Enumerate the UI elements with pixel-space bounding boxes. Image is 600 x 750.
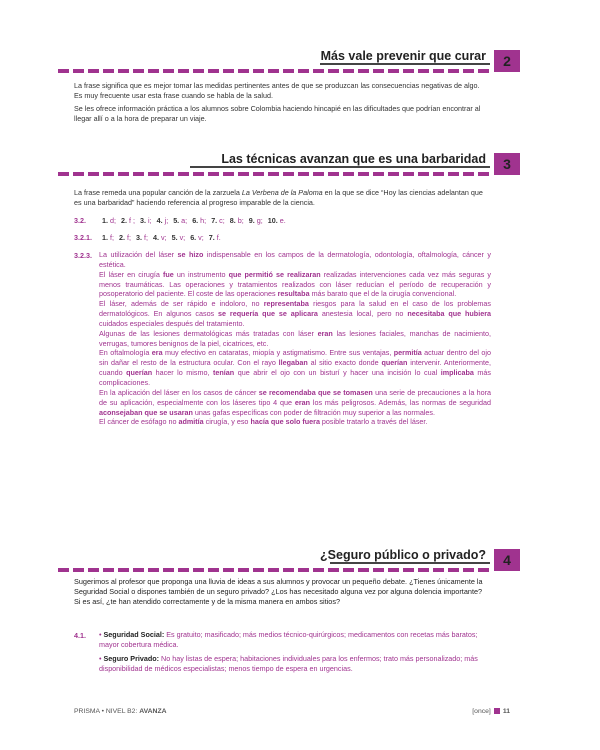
answer-item: 4. j; — [156, 216, 169, 225]
answer-item: 2. f; — [119, 233, 131, 242]
footer-page-info: [once] 11 — [472, 708, 510, 715]
dashed-divider — [58, 69, 490, 73]
answer-item: 5. v; — [171, 233, 186, 242]
exercise-4-1-label: 4.1. — [74, 631, 86, 640]
title-underline — [320, 63, 490, 65]
square-icon — [494, 708, 500, 714]
exercise-4-1-list — [99, 630, 494, 678]
dashed-divider — [58, 172, 490, 176]
answer-item: 1. d; — [102, 216, 116, 225]
answer-item: 7. f. — [208, 233, 221, 242]
dashed-divider — [58, 568, 490, 572]
list-item: • Seguro Privado: No hay listas de espera; habitaciones individuales para los enfermos; trato más personalizado; más disponibilidad de médicos especialistas; menos tiempo de espera en urgencias. — [99, 653, 478, 673]
section-4-intro: Sugerimos al profesor que proponga una lluvia de ideas a sus alumnos y provocar un pequeño debate. ¿Tienes únicamente la Seguridad Social o dispones también de un seguro privado? ¿Los has necesitado alguna vez por alguna dolencia importante? Si es así, ¿te han atendido correctamente y de la misma manera en ambos sitios? — [74, 577, 483, 606]
answer-paragraph: El cáncer de esófago no admitía cirugía, y eso hacía que solo fuera posible tratarlo a través del láser. — [99, 417, 428, 427]
footer-book-title: PRISMA • NIVEL B2: AVANZA — [74, 708, 167, 715]
answer-item: 2. f ; — [121, 216, 135, 225]
answer-item: 3. i; — [140, 216, 152, 225]
answer-item: 4. v; — [153, 233, 167, 242]
answer-paragraph: Algunas de las lesiones dermatológicas más tratadas con láser eran las lesiones faciales, manchas de nacimiento, verrugas, tumores benignos de la piel, cicatrices, etc. — [99, 328, 491, 348]
exercise-3-2-3-label: 3.2.3. — [74, 251, 92, 260]
answer-item: 1. f; — [102, 233, 114, 242]
list-item: • Seguridad Social: Es gratuito; masificado; más medios técnico-quirúrgicos; medicamentos con recetas más baratos; mayor cobertura médica. — [99, 630, 478, 649]
section-title-4: ¿Seguro público o privado? — [320, 548, 486, 562]
title-underline — [190, 166, 490, 168]
zarzuela-title: La Verbena de la Paloma — [241, 188, 323, 197]
section-title-2: Más vale prevenir que curar — [320, 49, 486, 63]
exercise-3-2-1 — [74, 233, 504, 243]
exercise-label: 3.2.1. — [74, 233, 92, 242]
answer-item: 8. b; — [229, 216, 244, 225]
answer-item: 9. g; — [248, 216, 263, 225]
section-2-paragraph-2: Se les ofrece información práctica a los alumnos sobre Colombia haciendo hincapié en las dificultades que podrían encontrar al llegar allí o a la hora de preparar un viaje. — [74, 104, 481, 123]
answer-paragraph: El láser, además de ser rápido e indoloro, no representaba riesgos para la salud en el caso de los problemas dermatológicos. En algunos casos se requería que se aplicara anestesia local, pero no necesitaba que hubiera cuidados especiales después del tratamiento. — [99, 299, 491, 328]
section-header-3 — [58, 147, 520, 187]
answer-item: 10. e. — [267, 216, 286, 225]
section-number-badge-4: 4 — [494, 549, 520, 571]
answer-paragraph: El láser en cirugía fue un instrumento que permitió se realizaran realizadas intervenciones cada vez más seguras y menos traumáticas. Las operaciones y tratamientos realizados con láser reducían el período de recuperación y posoperatorio del paciente. El coste de las operaciones resultaba más barato que el de la cirugía convencional. — [99, 269, 491, 299]
section-title-3: Las técnicas avanzan que es una barbaridad — [221, 152, 486, 166]
exercise-3-2-3-text — [99, 250, 491, 427]
title-underline — [330, 562, 490, 564]
answer-item: 3. f; — [136, 233, 148, 242]
answer-item: 5. a; — [173, 216, 188, 225]
section-number-badge-2: 2 — [494, 50, 520, 72]
section-header-2 — [58, 44, 520, 84]
page-footer — [74, 708, 510, 715]
section-number-badge-3: 3 — [494, 153, 520, 175]
answer-item: 6. h; — [192, 216, 207, 225]
answer-item: 6. v; — [190, 233, 204, 242]
exercise-3-2 — [74, 216, 504, 226]
page-number: 11 — [502, 708, 510, 715]
section-3-intro: La frase remeda una popular canción de la zarzuela La Verbena de la Paloma en la que se dice “Hoy las ciencias adelantan que es una barbaridad” haciendo referencia al progreso imparable de la ciencia. — [74, 188, 483, 207]
answer-item: 7. c; — [211, 216, 225, 225]
exercise-label: 3.2. — [74, 216, 86, 225]
section-2-paragraph-1: La frase significa que es mejor tomar las medidas pertinentes antes de que se produzcan las consecuencias negativas de algo. Es muy frecuente usar esta frase cuando se habla de la salud. — [74, 81, 480, 100]
answer-paragraph: La utilización del láser se hizo indispensable en los campos de la dermatología, odontología, oftalmología, cáncer y estética. — [99, 250, 491, 269]
answer-paragraph: En la aplicación del láser en los casos de cáncer se recomendaba que se tomasen una serie de precauciones a la hora de su aplicación, especialmente con los láseres tipo 4 que eran los más peligrosos. Además, las normas de seguridad aconsejaban que se usaran unas gafas específicas con poder de filtración muy superior a las normales. — [99, 387, 492, 417]
answer-paragraph: En oftalmología era muy efectivo en cataratas, miopía y astigmatismo. Entre sus ventajas, permitía actuar dentro del ojo sin dañar el resto de la estructura ocular. Con el rayo llegaban al sitio exacto donde querían intervenir. Anteriormente, cuando querían hacer lo mismo, tenían que abrir el ojo con un bisturí y hacer una incisión lo cual implicaba más complicaciones. — [99, 348, 492, 387]
